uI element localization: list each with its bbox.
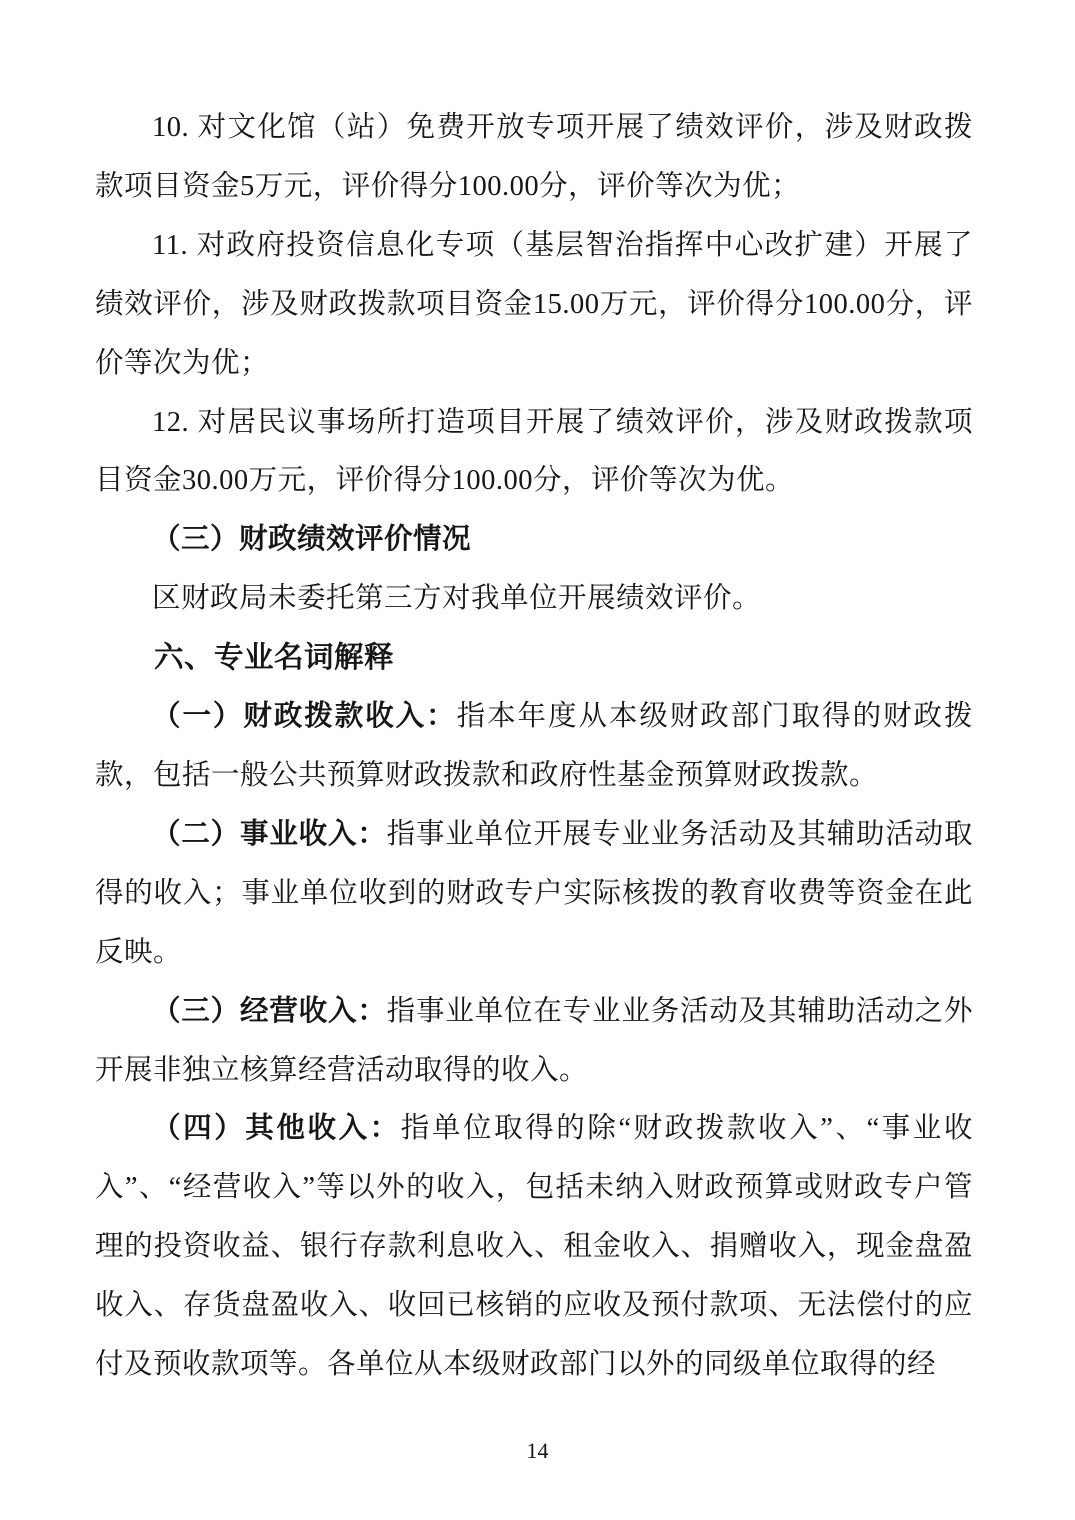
paragraph-text: 指单位取得的除“财政拨款收入”、“事业收入”、“经营收入”等以外的收入，包括未纳入财政预算或财政专户管理的投资收益、银行存款利息收入、租金收入、捐赠收入，现金盘盈收入、存货盘盈收入、收回已核销的应收及预付款项、无法偿付的应付及预收款项等。各单位从本级财政部门以外的同级单位取得的经 <box>95 1113 973 1381</box>
document-text-block <box>95 99 973 1395</box>
term-label: （一）财政拨款收入： <box>152 701 457 733</box>
paragraph-term-fiscal-appropriation-income <box>95 688 973 806</box>
paragraph-text: 区财政局未委托第三方对我单位开展绩效评价。 <box>152 583 762 615</box>
paragraph-item-10-culture-center <box>95 99 973 217</box>
term-label: （四）其他收入： <box>152 1113 401 1145</box>
paragraph-text: 指事业单位开展专业业务活动及其辅助活动取得的收入；事业单位收到的财政专户实际核拨的教育收费等资金在此反映。 <box>95 818 973 968</box>
paragraph-term-operating-income <box>95 983 973 1101</box>
heading-section-6-terms-glossary <box>95 629 973 688</box>
paragraph-text: 指事业单位在专业业务活动及其辅助活动之外开展非独立核算经营活动取得的收入。 <box>95 995 973 1086</box>
paragraph-text: 12. 对居民议事场所打造项目开展了绩效评价，涉及财政拨款项目资金30.00万元，评价得分100.00分，评价等次为优。 <box>95 406 973 497</box>
heading-text: （三）财政绩效评价情况 <box>152 524 472 556</box>
paragraph-text: 11. 对政府投资信息化专项（基层智治指挥中心改扩建）开展了绩效评价，涉及财政拨款项目资金15.00万元，评价得分100.00分，评价等次为优； <box>95 229 973 379</box>
paragraph-evaluation-note <box>95 570 973 629</box>
heading-text: 六、专业名词解释 <box>154 641 395 675</box>
heading-section-3-fiscal-performance-evaluation <box>95 511 973 570</box>
paragraph-item-11-gov-investment-it <box>95 217 973 394</box>
paragraph-term-other-income <box>95 1100 973 1395</box>
paragraph-item-12-resident-meeting-places <box>95 394 973 512</box>
paragraph-text: 10. 对文化馆（站）免费开放专项开展了绩效评价，涉及财政拨款项目资金5万元，评价得分100.00分，评价等次为优； <box>95 112 973 202</box>
page-number: 14 <box>526 1438 549 1463</box>
term-label: （三）经营收入： <box>152 995 387 1027</box>
paragraph-text: 指本年度从本级财政部门取得的财政拨款，包括一般公共预算财政拨款和政府性基金预算财政拨款。 <box>95 701 973 791</box>
term-label: （二）事业收入： <box>152 818 387 850</box>
paragraph-term-institutional-income <box>95 806 973 983</box>
